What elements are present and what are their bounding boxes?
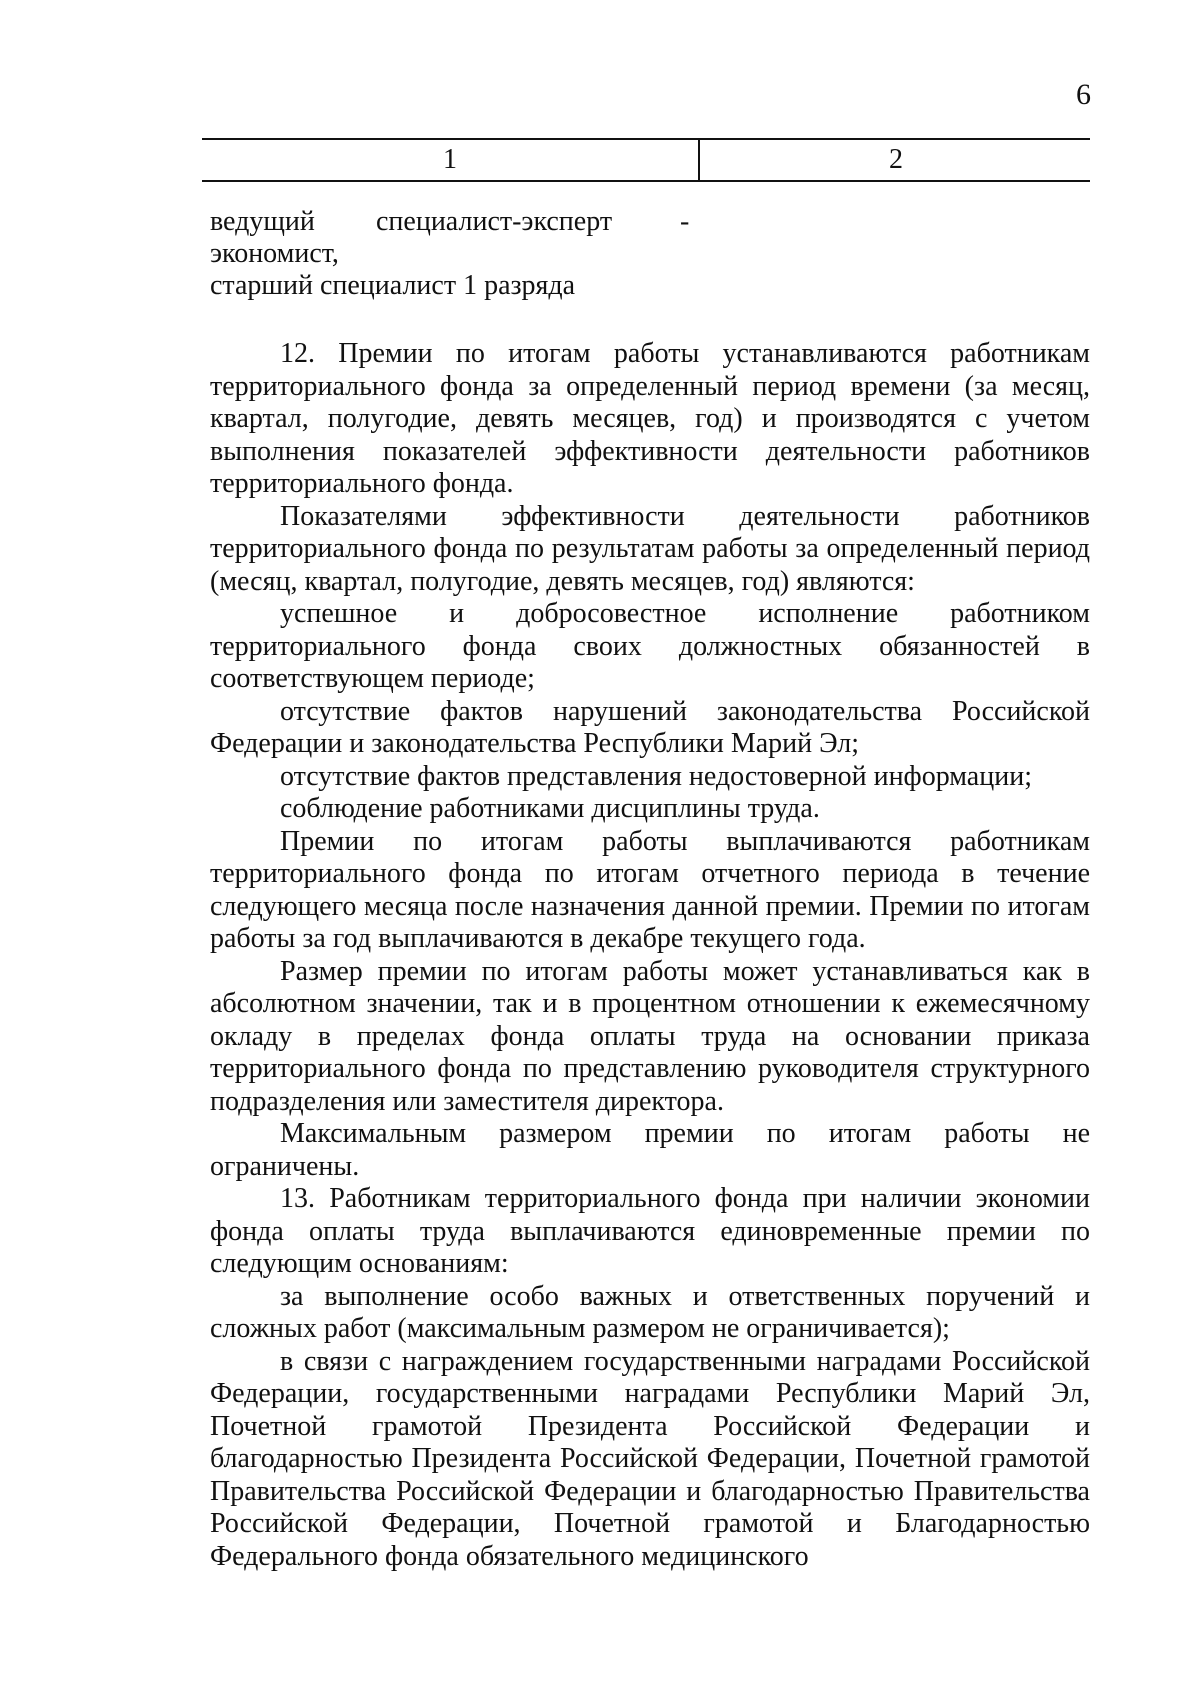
paragraph-indicator-1: успешное и добросовестное исполнение работником территориального фонда своих должностных обязанностей в соответствующем периоде;	[210, 598, 1090, 694]
paragraph-basis-1: за выполнение особо важных и ответственных поручений и сложных работ (максимальным размером не ограничивается);	[210, 1280, 1090, 1344]
paragraph-indicators: Показателями эффективности деятельности работников территориального фонда по результатам работы за определенный период (месяц, квартал, полугодие, девять месяцев, год) являются:	[210, 500, 1090, 597]
paragraph-payment-timing: Премии по итогам работы выплачиваются работникам территориального фонда по итогам отчетного периода в течение следующего месяца после назначения данной премии. Премии по итогам работы за год выплачиваются в декабре текущего года.	[210, 825, 1090, 954]
paragraph-indicator-4: соблюдение работниками дисциплины труда.	[280, 793, 820, 824]
paragraph-indicator-3: отсутствие фактов представления недостоверной информации;	[280, 760, 1032, 792]
paragraph-basis-2: в связи с награждением государственными наградами Российской Федерации, государственными наградами Республики Марий Эл, Почетной грамотой Президента Российской Федерации и благодарностью Президента Российской Федерации, Почетной грамотой Правительства Российской Федерации и благодарностью Правительства Российской Федерации, Почетной грамотой и Благодарностью Федерального фонда обязательного медицинского	[210, 1345, 1090, 1572]
column-2-dash: -	[680, 206, 690, 237]
paragraph-indicator-2: отсутствие фактов нарушений законодательства Российской Федерации и законодательства Республики Марий Эл;	[210, 695, 1090, 759]
position-line-1	[210, 206, 1090, 238]
paragraph-13: 13. Работникам территориального фонда при наличии экономии фонда оплаты труда выплачиваются единовременные премии по следующим основаниям:	[210, 1183, 1090, 1279]
table-row	[210, 206, 1090, 302]
document-body	[210, 338, 1090, 1573]
table-header-row	[202, 138, 1090, 182]
paragraph-max-size: Максимальным размером премии по итогам работы не ограничены.	[210, 1118, 1090, 1182]
paragraph-12: 12. Премии по итогам работы устанавливаются работникам территориального фонда за определенный период времени (за месяц, квартал, полугодие, девять месяцев, год) и производятся с учетом выполнения показателей эффективности деятельности работников территориального фонда.	[210, 338, 1090, 499]
paragraph-premium-size: Размер премии по итогам работы может устанавливаться как в абсолютном значении, так и в процентном отношении к ежемесячному окладу в пределах фонда оплаты труда на основании приказа территориального фонда по представлению руководителя структурного подразделения или заместителя директора.	[210, 955, 1090, 1117]
position-line-3: старший специалист 1 разряда	[210, 270, 576, 301]
page-number: 6	[1076, 78, 1091, 111]
position-line-2: экономист,	[210, 238, 339, 269]
table-header-col-2: 2	[698, 140, 1092, 180]
table-header-col-1: 1	[443, 144, 457, 175]
position-word-2: специалист-эксперт	[376, 206, 613, 237]
position-word-1: ведущий	[210, 206, 315, 237]
